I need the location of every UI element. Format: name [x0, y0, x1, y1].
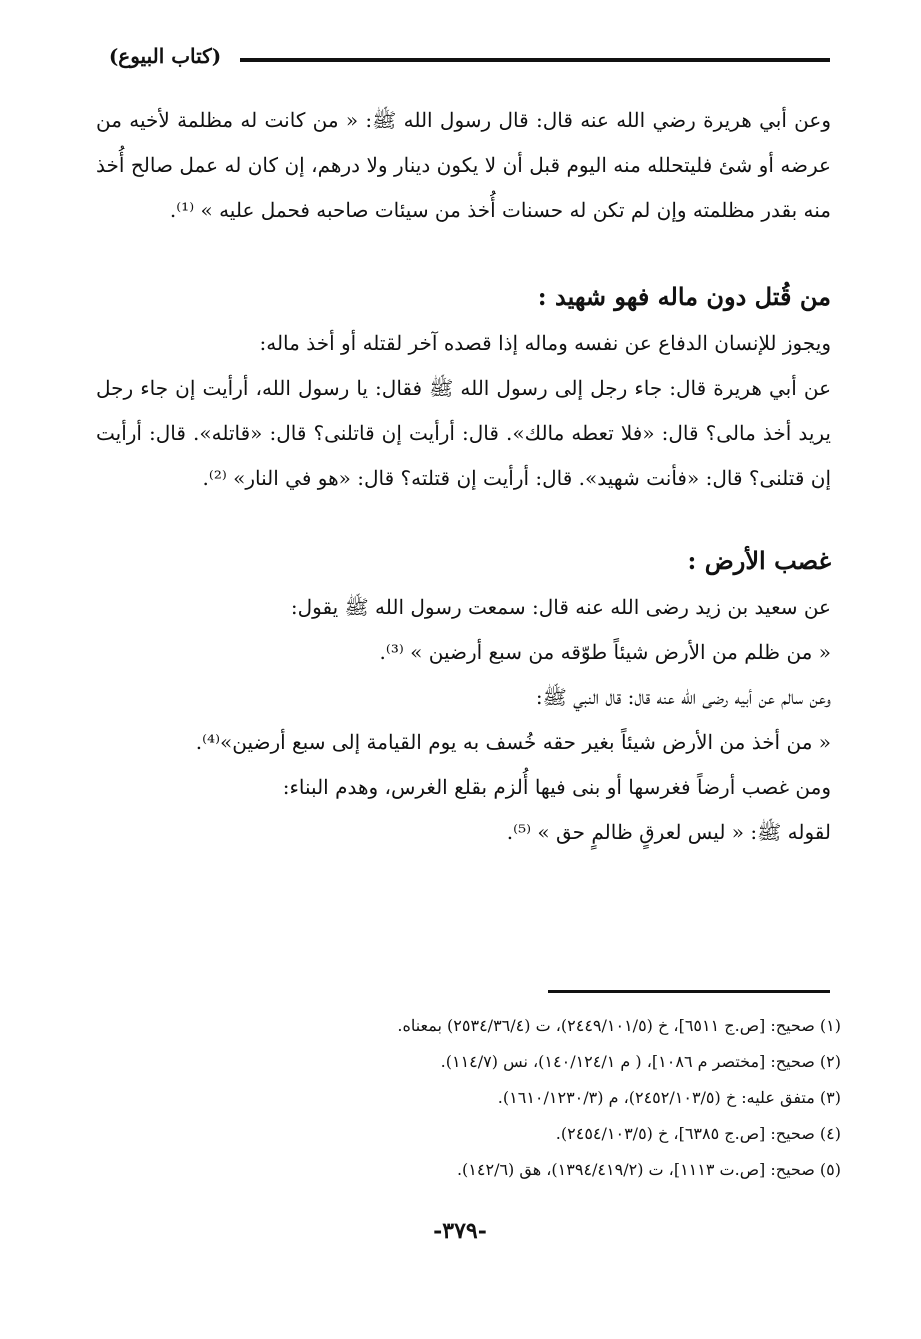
footnote-separator: [548, 990, 830, 993]
section-heading: غصب الأرض :: [687, 546, 831, 575]
paragraph: ومن غصب أرضاً فغرسها أو بنى فيها أُلزم بقلع الغرس، وهدم البناء:: [282, 775, 831, 799]
footnote: (١) صحيح: [ص.ج ٦٥١١]، خ (٢٤٤٩/١٠١/٥)، ت (٢٥٣٤/٣٦/٤) بمعناه.: [397, 1016, 841, 1035]
header-rule: [240, 58, 830, 62]
footnote: (٤) صحيح: [ص.ج ٦٣٨٥]، خ (٢٤٥٤/١٠٣/٥).: [555, 1124, 841, 1143]
paragraph: وعن سالم عن أبيه رضى الله عنه قال: قال النبي ﷺ:: [535, 685, 831, 709]
page-number: -٣٧٩-: [433, 1218, 487, 1244]
footnote: (٢) صحيح: [مختصر م ١٠٨٦]، ( م ١٤٠/١٢٤/١)، نس (١١٤/٧).: [440, 1052, 841, 1071]
section-self-defense: [96, 273, 831, 501]
hadith-quote: « من ظلم من الأرض شيئاً طوّقه من سبع أرضين » ⁽³⁾.: [379, 640, 831, 664]
section-heading: من قُتل دون ماله فهو شهيد :: [537, 282, 831, 311]
paragraph: عن سعيد بن زيد رضى الله عنه قال: سمعت رسول الله ﷺ يقول:: [290, 595, 831, 619]
paragraph: لقوله ﷺ: « ليس لعرقٍ ظالمٍ حق » ⁽⁵⁾.: [506, 820, 831, 844]
footnotes: [81, 1008, 841, 1188]
paragraph: ويجوز للإنسان الدفاع عن نفسه وماله إذا قصده آخر لقتله أو أخذ ماله:: [259, 331, 831, 355]
footnote: (٥) صحيح: [ص.ت ١١١٣]، ت (١٣٩٤/٤١٩/٢)، هق (١٤٢/٦).: [456, 1160, 841, 1179]
paragraph: عن أبي هريرة قال: جاء رجل إلى رسول الله ﷺ فقال: يا رسول الله، أرأيت إن جاء رجل يريد أخذ مالى؟ قال: «فلا تعطه مالك». قال: أرأيت إن قاتلنى؟ قال: «قاتله». قال: أرأيت إن قتلنى؟ قال: «فأنت شهيد». قال: أرأيت إن قتلته؟ قال: «هو في النار» ⁽²⁾.: [96, 376, 831, 490]
section-land-usurpation: [96, 537, 831, 855]
running-header: (كتاب البيوع): [108, 44, 222, 68]
intro-paragraph: وعن أبي هريرة رضي الله عنه قال: قال رسول الله ﷺ: « من كانت له مظلمة لأخيه من عرضه أو شئ فليتحلله منه اليوم قبل أن لا يكون دينار ولا درهم، إن كان له عمل صالح أُخذ منه بقدر مظلمته وإن لم تكن له حسنات أُخذ من سيئات صاحبه فحمل عليه » ⁽¹⁾.: [96, 108, 831, 222]
footnote: (٣) متفق عليه: خ (٢٤٥٢/١٠٣/٥)، م (١٦١٠/١٢٣٠/٣).: [497, 1088, 841, 1107]
page-body: [96, 98, 831, 855]
hadith-quote: « من أخذ من الأرض شيئاً بغير حقه خُسف به يوم القيامة إلى سبع أرضين»⁽⁴⁾.: [195, 730, 831, 754]
